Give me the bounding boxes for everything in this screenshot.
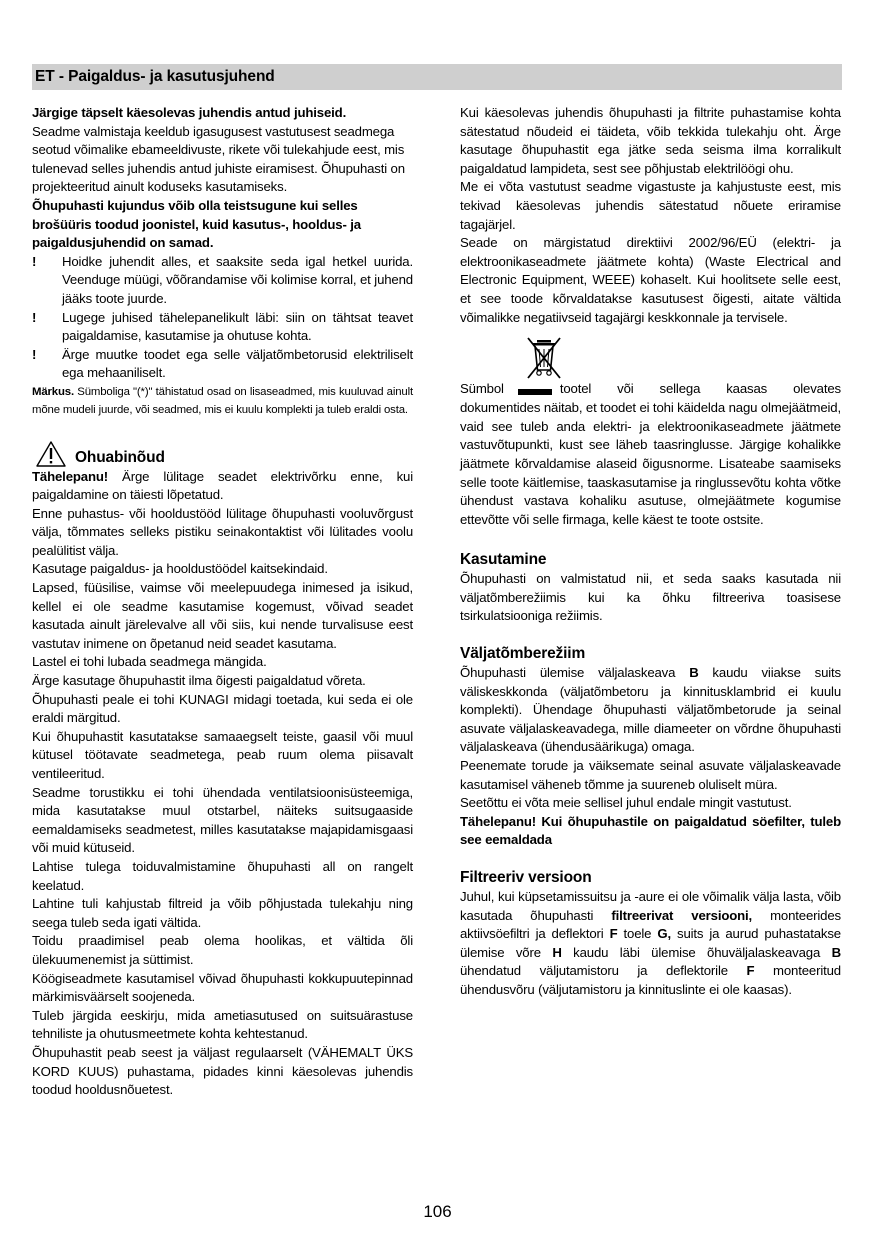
label-h: H [552,944,562,960]
exhaust-heading: Väljatõmberežiim [460,645,586,663]
warning-text: Hoidke juhendit alles, et saaksite seda igal hetkel uurida. Veenduge müügi, võõrandamise või kolimise korral, et juhend jääks toote juurde. [62,253,413,306]
safety-paragraph: Enne puhastus- või hooldustööd lülitage õhupuhasti vooluvõrgust välja, tõmmates selleks pistiku seinakontaktist või lülitades voolu pealülitist välja. [32,505,413,558]
intro-text: Seadme valmistaja keeldub igasugusest vastutusest seadmega seotud võimalike ebameeldivuste, rikete või tulekahjude eest, mis tulenevad selles juhendis antud juhiste eiramisest. Õhupuhasti on projekteeritud ainult koduseks kasutamiseks. [32,123,405,195]
exhaust-paragraph [460,664,841,757]
label-f: F [746,963,755,979]
section-title: ET - Paigaldus- ja kasutusjuhend [35,68,275,85]
warning-item [32,346,413,383]
exhaust-paragraph-2: Peenemate torude ja väiksemate seinal asuvate väljalaskeavade kasutamisel väheneb tõmme ja suureneb oluliselt müra. [460,758,841,792]
safety-paragraph: Toidu praadimisel peab olema hoolikas, et vältida õli ülekuumenemist ja süttimist. [32,933,413,967]
label-b: B [689,665,699,681]
intro-bold: Järgige täpselt käesolevas juhendis antud juhiseid. [32,105,347,120]
filter-text: kaudu läbi ülemise õhuväljalaskeavaga [561,944,832,960]
label-b: B [831,944,841,960]
label-g: G, [657,926,671,942]
note-paragraph [32,383,413,420]
safety-paragraph: Lahtise tulega toiduvalmistamine õhupuhasti all on rangelt keelatud. [32,858,413,893]
left-column [32,104,413,1100]
usage-heading: Kasutamine [460,551,547,569]
weee-paragraph: Seade on märgistatud direktiivi 2002/96/EÜ (elektri- ja elektroonikaseadmete jäätmete kohta) (Waste Electrical and Electronic Equipment, WEEE) kohaselt. Kui hoolitsete selle eest, et see toode kõrvaldatakse kasutusest õigesti, aitate vältida võimalikke negatiivseid tagajärgi keskkonnale ja tervisele. [460,235,841,325]
safety-paragraph: Seadme torustikku ei tohi ühendada ventilatsioonisüsteemiga, mida kasutatakse muul otstarbel, näiteks suitsugaaside eemaldamiseks seadmetest, milles kasutatakse majapidamisgaasi või muid kütuseid. [32,784,413,856]
safety-paragraph: Tuleb järgida eeskirju, mida ametiasutused on suitsuärastuse tehniliste ja ohutusmeetmete kohta kehtestanud. [32,1007,413,1042]
note-label: Märkus. [32,385,74,398]
right-column [460,104,841,1000]
fire-risk-paragraph: Kui käesolevas juhendis õhupuhasti ja filtrite puhastamise kohta sätestatud nõudeid ei täideta, võib tekkida tulekahju oht. Ärge kasutage õhupuhastit ega jätke seda seisma ilma korralikult paigaldatud lampideta, sest see põhjustab elektrilöögi ohu. [460,105,841,176]
symbol-first-line: tootel või sellega kaasas olevates [559,381,841,397]
exhaust-warning: Tähelepanu! Kui õhupuhastile on paigaldatud söefilter, tuleb see eemaldada [460,813,841,848]
exhaust-text-2: kaudu viiakse suits väliskeskkonda (väljatõmbetoru ja kinnitusklambrid ei kuulu komplekti). Ühendage õhupuhasti väljatõmbetorude ja seinal asuvate väljalaskeavadega, mille diameeter on võrdne õhupuhasti väljalaskeava (ühendusäärikuga) omaga. [460,665,841,755]
exclamation-mark: ! [32,253,37,269]
exclamation-mark: ! [32,309,37,325]
safety-paragraph: Õhupuhasti peale ei tohi KUNAGI midagi toetada, kui seda ei ole eraldi märgitud. [32,691,413,726]
filter-bold-text: filtreerivat versiooni, [611,907,753,923]
symbol-word: Sümbol [460,381,504,397]
weee-bin-icon [522,334,841,380]
filter-text: monteerides aktiivsöefiltri ja deflektori [460,907,841,942]
label-f: F [609,926,618,942]
warning-item [32,309,413,346]
filter-text: toele [617,926,658,942]
filter-text: ühendatud väljutamistoru ja deflektorile [460,963,747,979]
filter-text: monteeritud ühendusvõru (väljutamistoru ja kinnituslinte ei ole kaasas). [460,963,841,997]
page-number: 106 [423,1202,452,1221]
safety-paragraph: Ärge kasutage õhupuhastit ilma õigesti paigaldatud võreta. [32,673,366,689]
design-note: Õhupuhasti kujundus võib olla teistsugune kui selles brošüüris toodud joonistel, kuid kasutus-, hooldus- ja paigaldusjuhendid on samad. [32,197,361,251]
section-header-bar [32,64,842,90]
safety-paragraph: Kui õhupuhastit kasutatakse samaaegselt teiste, gaasil või muul kütusel töötavate seadmetega, peab ruum olema piisavalt ventileeritud. [32,728,413,781]
safety-paragraph: Lastel ei tohi lubada seadmega mängida. [32,654,267,670]
warning-text: Lugege juhised tähelepanelikult läbi: siin on tähtsat teavet paigaldamise, kasutamise ja ohutuse kohta. [62,309,413,344]
exhaust-paragraph-3: Seetõttu ei võta meie sellisel juhul endale mingit vastutust. [460,795,792,811]
safety-paragraph: Õhupuhastit peab seest ja väljast regulaarselt (VÄHEMALT ÜKS KORD KUUS) puhastama, pidades kinni käesolevas juhendis toodud hooldusnõuetest. [32,1044,413,1098]
warning-triangle-icon [35,440,67,468]
warning-item [32,253,413,309]
attention-paragraph [32,468,413,505]
warning-text: Ärge muutke toodet ega selle väljatõmbetorusid elektriliselt ega mehaaniliselt. [62,346,413,381]
safety-paragraph: Lapsed, füüsilise, vaimse või meelepuudega inimesed ja isikud, kellel ei ole seadme kasutamise kogemust, võivad seadet kasutada ainult järelevalve all või siis, kui nende turvalisuse eest vastutav inimene on õpetanud neid seadet kasutama. [32,580,413,651]
filter-heading: Filtreeriv versioon [460,869,592,886]
safety-heading-row [32,438,413,468]
safety-paragraph: Köögiseadmete kasutamisel võivad õhupuhasti kokkupuutepinnad märkimisväärselt soojeneda. [32,970,413,1005]
filter-paragraph [460,888,841,1000]
filter-text: Juhul, kui küpsetamissuitsu ja -aure ei ole võimalik välja lasta, võib kasutada õhupuhasti [460,889,841,923]
liability-paragraph: Me ei võta vastutust seadme vigastuste ja kahjustuste eest, mis tekivad käesolevas juhendis sätestatud nõuete eriramise tagajärjel. [460,179,841,232]
attention-label: Tähelepanu! [32,468,109,484]
safety-paragraph: Lahtine tuli kahjustab filtreid ja võib põhjustada tulekahju ning seega tuleb seda igati vältida. [32,896,413,930]
filter-text: suits ja aurud puhastatakse ülemise võre [460,926,841,960]
symbol-line [460,380,841,399]
exclamation-mark: ! [32,346,37,362]
safety-heading: Ohuabinõud [75,448,165,466]
attention-text: Ärge lülitage seadet elektrivõrku enne, kui paigaldamine on täiesti lõpetatud. [32,468,413,503]
usage-text: Õhupuhasti on valmistatud nii, et seda saaks kasutada nii väljatõmberežiimis kui ka õhku filtreeriva toasisese tsirkulatsiooniga režiimis. [460,571,841,624]
note-text: Sümboliga "(*)" tähistatud osad on lisaseadmed, mis kuuluvad ainult mõne mudeli juurde, või seadmed, mis ei kuulu komplekti ja tuleb eraldi osta. [32,385,413,417]
exhaust-text-1: Õhupuhasti ülemise väljalaskeava [460,665,690,681]
safety-paragraph: Kasutage paigaldus- ja hooldustöödel kaitsekindaid. [32,561,328,577]
symbol-paragraph: dokumentides näitab, et toodet ei tohi käidelda nagu olmejäätmeid, vaid see tuleb anda elektri- ja elektroonikaseadmete jäätmete vastuvõtupunkti, kust see läheb taasringlusse. Järgige kohalikke jäätmete kõrvaldamise alaseid õigusnorme. Lisateabe saamiseks selle toote käitlemise, taaskasutamise ja ringlussevõtu kohta võtke ühendust vastava kohaliku asutuse, olmejäätmete kogumise ettevõtte või selle firmaga, kelle käest te toote ostsite. [460,400,841,527]
black-bar-symbol [518,389,552,395]
